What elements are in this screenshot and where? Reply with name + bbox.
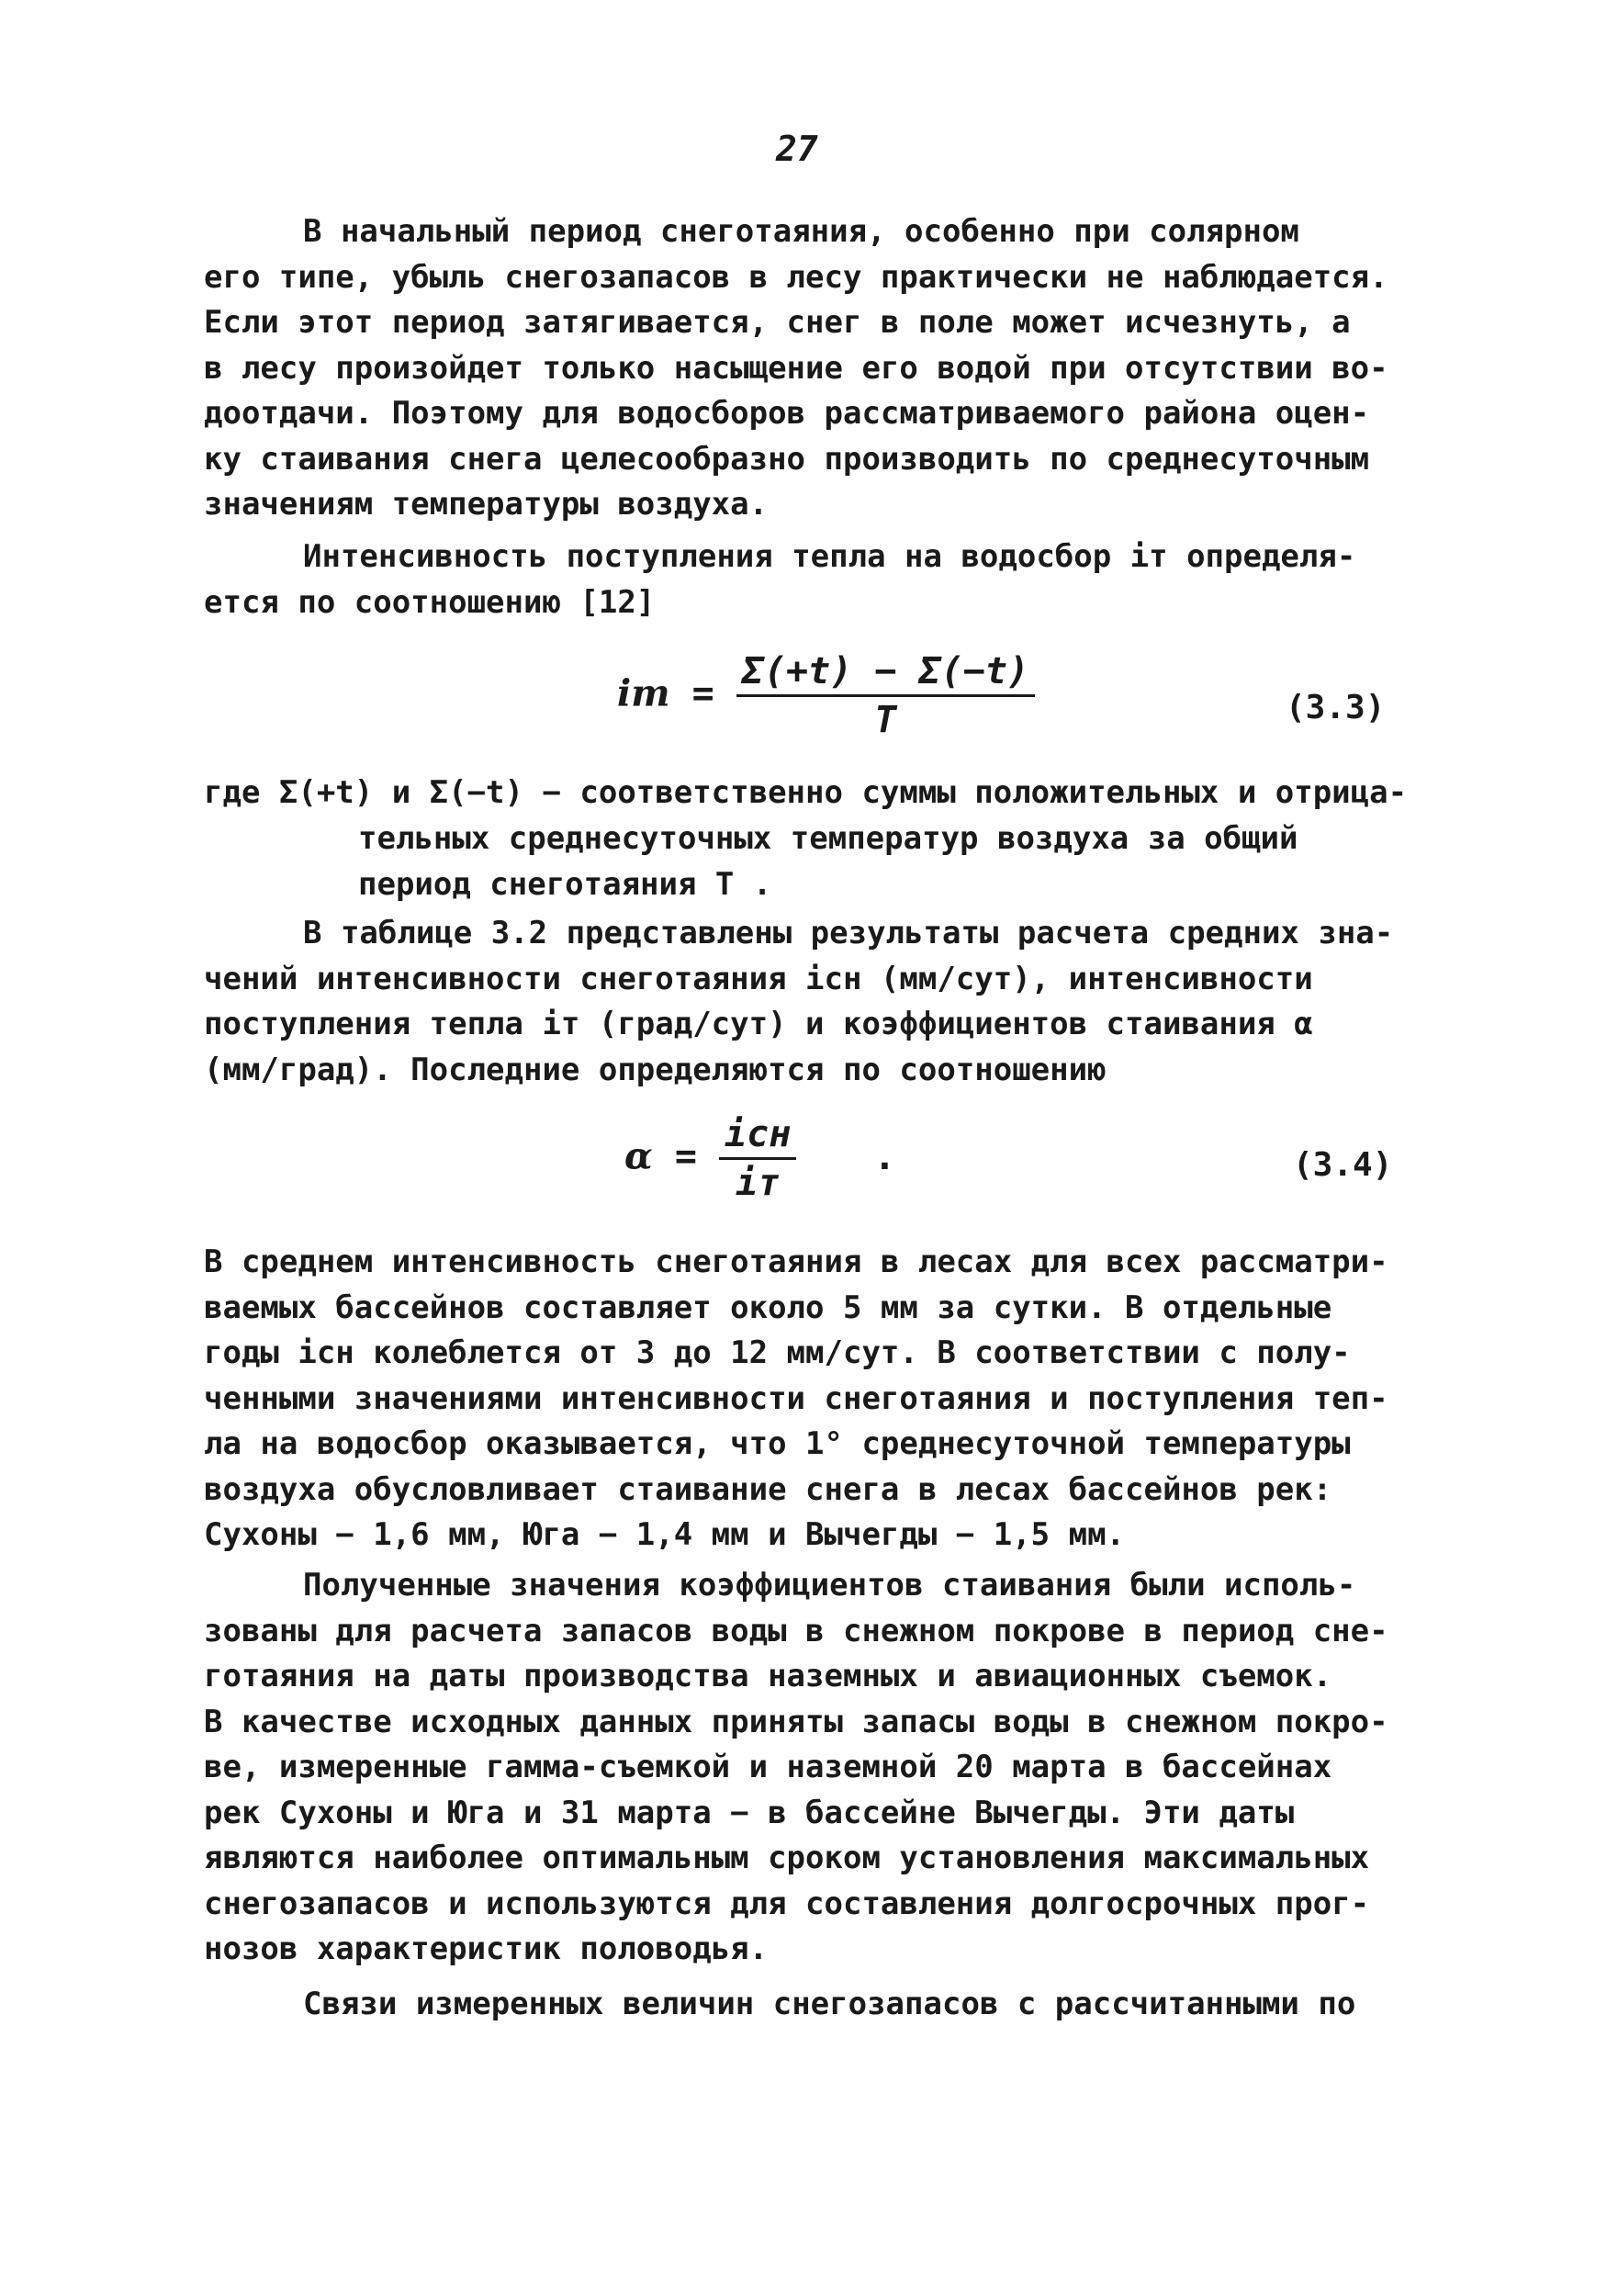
text-line: период снеготаяния T . — [358, 866, 772, 903]
text-line: где Σ(+t) и Σ(−t) − соответственно суммы положительных и отрица- — [204, 774, 1408, 811]
paragraph-5 — [204, 1563, 1416, 1973]
fraction — [736, 650, 1035, 741]
text-line: воздуха обусловливает стаивание снега в лесах бассейнов рек: — [204, 1470, 1332, 1508]
equation-number: (3.3) — [1286, 689, 1386, 726]
text-line: ется по соотношению [12] — [204, 583, 656, 621]
text-line: являются наиболее оптимальным сроком установления максимальных — [204, 1840, 1370, 1876]
text-line: чений интенсивности снеготаяния iсн (мм/сут), интенсивности — [204, 960, 1313, 997]
fraction — [719, 1113, 796, 1204]
text-line: рек Сухоны и Юга и 31 марта − в бассейне Вычегды. Эти даты — [204, 1794, 1295, 1831]
text-line: Связи измеренных величин снегозапасов с рассчитанными по — [303, 1986, 1356, 2022]
text-line: В среднем интенсивность снеготаяния в лесах для всех рассматри- — [204, 1244, 1388, 1280]
text-line: снегозапасов и используются для составления долгосрочных прог- — [204, 1885, 1370, 1922]
fraction-numerator: iсн — [719, 1113, 796, 1160]
text-line: В начальный период снеготаяния, особенно при солярном — [303, 213, 1299, 250]
text-line: (мм/град). Последние определяются по соотношению — [204, 1051, 1107, 1088]
text-line: Сухоны − 1,6 мм, Юга − 1,4 мм и Вычегды − 1,5 мм. — [204, 1516, 1126, 1553]
text-line: готаяния на даты производства наземных и авиационных съемок. — [204, 1658, 1332, 1694]
text-line: ве, измеренные гамма-съемкой и наземной 20 марта в бассейнах — [204, 1749, 1332, 1785]
equation-3-3: iт = $\frac{\Sigma(+t) - \Sigma(-t)}{T}$ — [617, 650, 1035, 741]
text-line: ла на водосбор оказывается, что 1° среднесуточной температуры — [204, 1425, 1351, 1462]
text-line: зованы для расчета запасов воды в снежном покрове в период сне- — [204, 1612, 1388, 1649]
text-line: в лесу произойдет только насыщение его водой при отсутствии во- — [204, 349, 1388, 387]
fraction-denominator: T — [874, 699, 897, 741]
equation-trailing-dot: . — [873, 1135, 896, 1178]
text-line: Если этот период затягивается, снег в поле может исчезнуть, а — [204, 304, 1351, 341]
text-line: тельных среднесуточных температур воздуха за общий — [358, 820, 1298, 857]
text-line: Интенсивность поступления тепла на водосбор iт определя- — [303, 538, 1356, 575]
text-line: Полученные значения коэффициентов стаивания были исполь- — [303, 1567, 1356, 1604]
text-line: ку стаивания снега целесообразно производить по среднесуточным — [204, 440, 1370, 478]
text-line: поступления тепла iт (град/сут) и коэффициентов стаивания α — [204, 1006, 1313, 1042]
page-number: 27 — [776, 129, 818, 169]
text-line: годы iсн колеблется от 3 до 12 мм/сут. В соответствии с полу- — [204, 1334, 1351, 1371]
text-line: значениям температуры воздуха. — [204, 486, 769, 523]
text-line: В таблице 3.2 представлены результаты расчета средних зна- — [303, 915, 1394, 951]
equation-3-4: α = $\frac{\text{iсн}}{iт}$ . — [624, 1113, 896, 1204]
fraction-denominator: iт — [736, 1162, 781, 1204]
paragraph-6 — [204, 1982, 1416, 2028]
paragraph-3 — [204, 911, 1416, 1093]
equation-lhs: iт — [617, 671, 670, 715]
equation-lhs: α — [624, 1134, 653, 1178]
paragraph-2 — [204, 535, 1416, 625]
definition-block — [204, 770, 1416, 907]
text-line: нозов характеристик половодья. — [204, 1930, 769, 1967]
text-line: В качестве исходных данных приняты запасы воды в снежном покро- — [204, 1703, 1388, 1740]
text-line: доотдачи. Поэтому для водосборов рассматриваемого района оцен- — [204, 395, 1370, 432]
paragraph-4 — [204, 1240, 1416, 1559]
text-line: ченными значениями интенсивности снеготаяния и поступления теп- — [204, 1379, 1388, 1417]
fraction-numerator: Σ(+t) − Σ(−t) — [736, 650, 1035, 697]
text-line: ваемых бассейнов составляет около 5 мм за сутки. В отдельные — [204, 1289, 1332, 1326]
text-line: его типе, убыль снегозапасов в лесу практически не наблюдается. — [204, 258, 1388, 296]
paragraph-1 — [204, 209, 1416, 528]
equation-number: (3.4) — [1293, 1146, 1393, 1184]
